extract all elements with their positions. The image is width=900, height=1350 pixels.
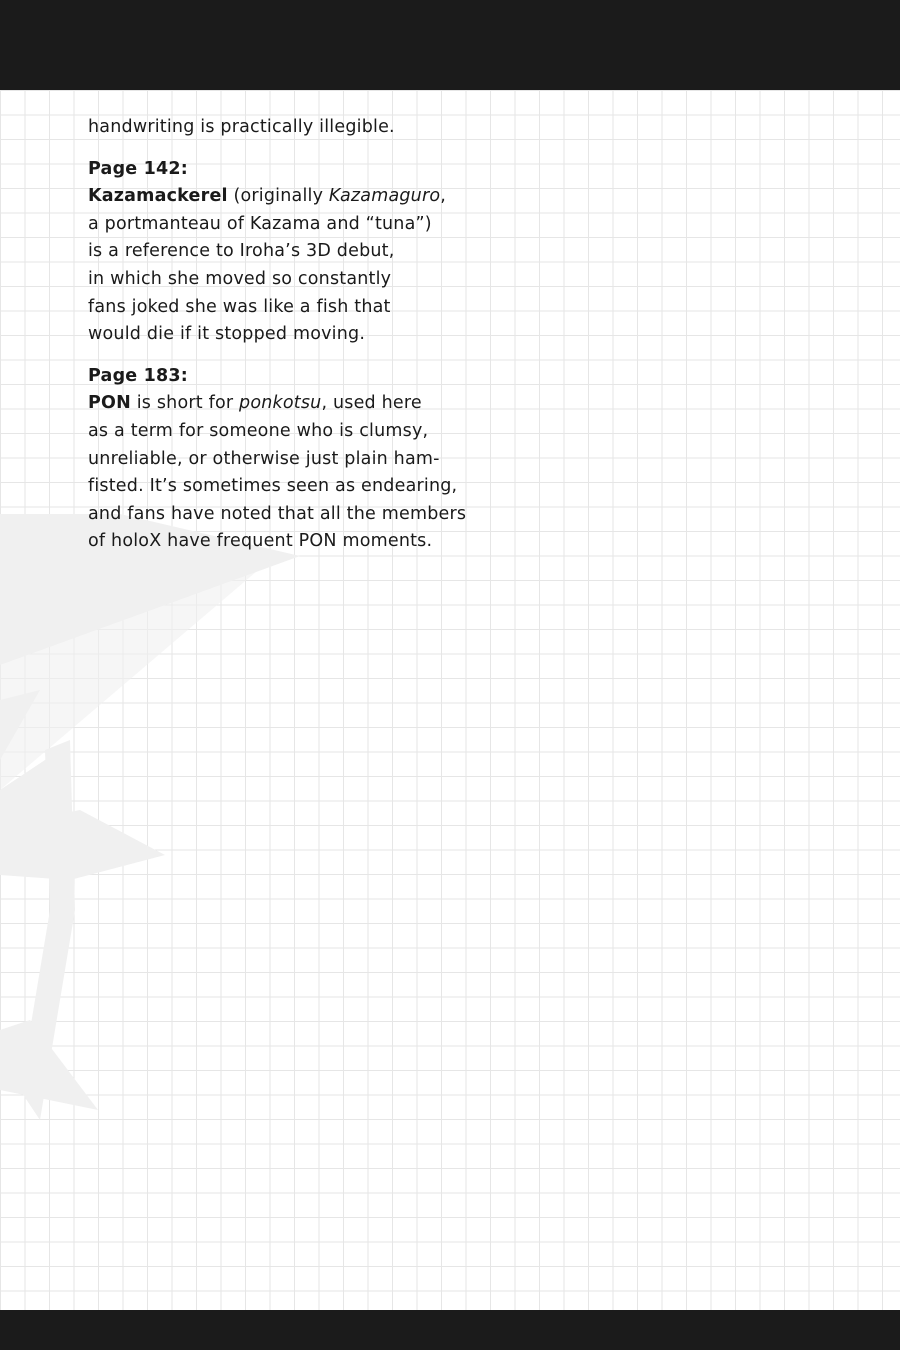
grid-paper-background bbox=[0, 90, 900, 1310]
note-line: a portmanteau of Kazama and “tuna”) bbox=[88, 213, 432, 234]
note-connector: is short for bbox=[130, 393, 240, 414]
note-heading: Page 142: bbox=[88, 158, 188, 179]
note-first-line-rest: , used here bbox=[321, 393, 422, 414]
translation-notes bbox=[88, 114, 508, 556]
note-line: in which she moved so constantly bbox=[88, 268, 392, 289]
note-first-line bbox=[88, 183, 508, 211]
note-term: PON bbox=[88, 393, 131, 414]
note-line: would die if it stopped moving. bbox=[88, 324, 366, 345]
note-line: unreliable, or otherwise just plain ham- bbox=[88, 448, 440, 469]
note-line: is a reference to Iroha’s 3D debut, bbox=[88, 241, 395, 262]
note-first-line bbox=[88, 390, 508, 418]
intro-line: handwriting is practically illegible. bbox=[88, 117, 395, 137]
note-term: Kazamackerel bbox=[88, 186, 228, 207]
note-line: fisted. It’s sometimes seen as endearing, bbox=[88, 476, 458, 497]
note-page-183 bbox=[88, 363, 508, 556]
note-line: as a term for someone who is clumsy, bbox=[88, 420, 429, 441]
note-line: and fans have noted that all the members bbox=[88, 503, 467, 524]
note-italic-term: Kazamaguro bbox=[328, 186, 441, 207]
note-line: of holoX have frequent PON moments. bbox=[88, 531, 433, 552]
note-first-line-rest: , bbox=[440, 186, 447, 207]
note-italic-term: ponkotsu bbox=[239, 393, 322, 414]
bottom-black-bar bbox=[0, 1310, 900, 1350]
note-page-142 bbox=[88, 156, 508, 349]
note-heading: Page 183: bbox=[88, 365, 188, 386]
note-line: fans joked she was like a fish that bbox=[88, 296, 391, 317]
top-black-bar bbox=[0, 0, 900, 90]
note-connector: (originally bbox=[227, 186, 329, 207]
